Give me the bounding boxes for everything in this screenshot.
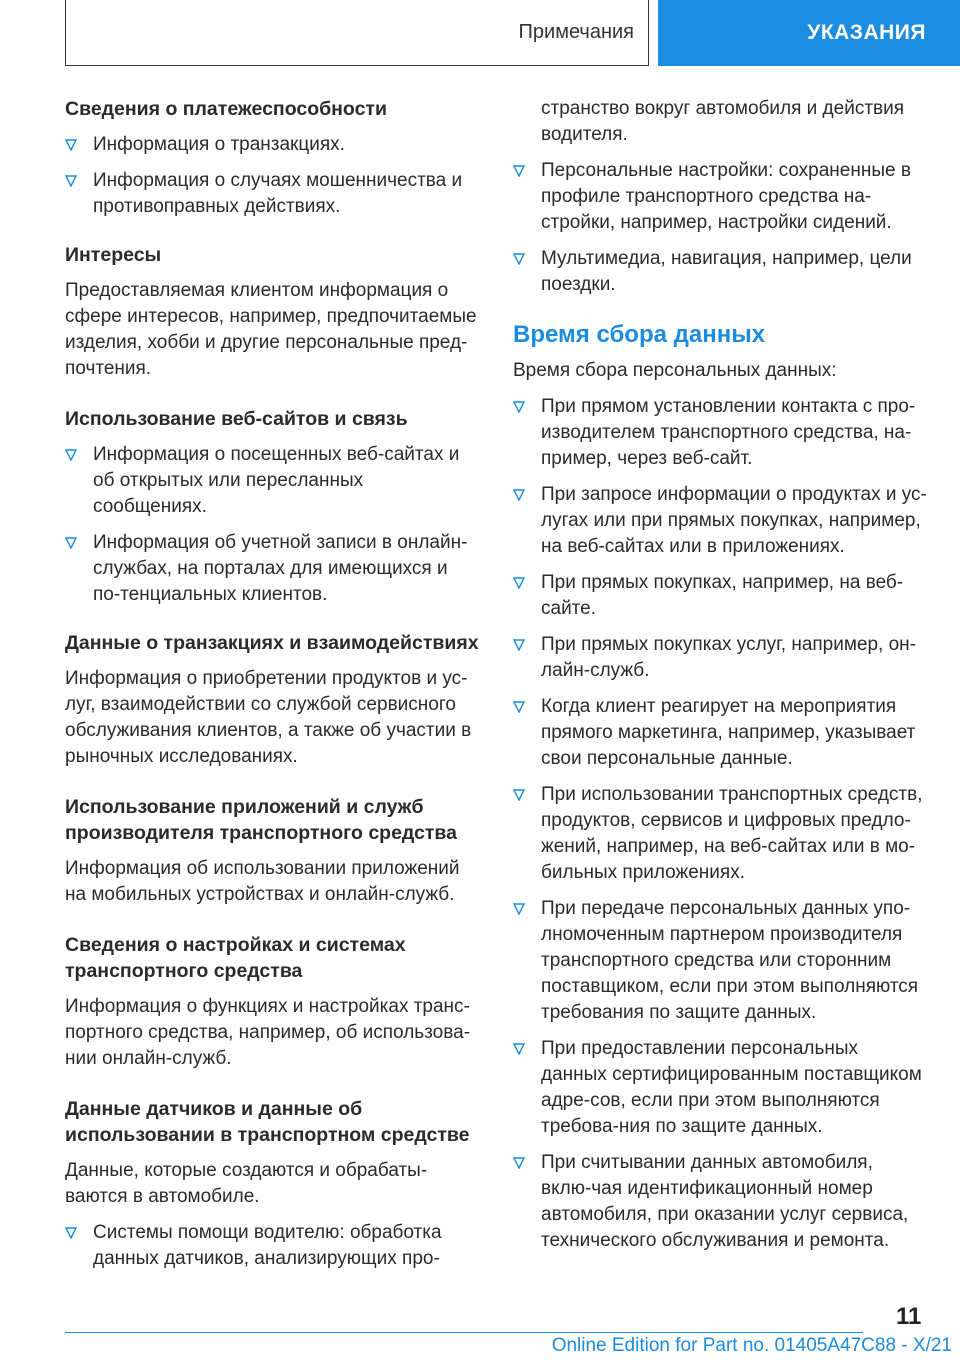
list-collection-times [513,394,928,1254]
page-number: 11 [896,1303,922,1330]
list-item-text: Когда клиент реагирует на мероприятия прямого маркетинга, например, указывает свои персональные данные. [541,696,916,769]
triangle-bullet-icon [513,1157,525,1169]
triangle-bullet-icon [513,165,525,177]
list-item-text: При запросе информации о продуктах и ус-лугах или при прямых покупках, например, на веб-сайтах или в приложениях. [541,484,927,557]
left-column [65,96,480,1294]
list-item [65,1220,480,1272]
list-item-continuation: странство вокруг автомобиля и действия водителя. [541,98,905,145]
triangle-bullet-icon [513,489,525,501]
triangle-bullet-icon [65,449,77,461]
triangle-bullet-icon [513,253,525,265]
paragraph-transactions: Информация о приобретении продуктов и ус-луг, взаимодействии со службой сервисного обслуживания клиентов, а также об участии в рыночных исследованиях. [65,668,472,767]
section-title-transactions: Данные о транзакциях и взаимодействиях [65,632,479,654]
list-item-text: При использовании транспортных средств, продуктов, сервисов и цифровых предло-жений, например, на веб-сайтах или в мо-бильных приложениях. [541,784,923,883]
list-item [513,246,928,298]
list-item-text: Информация о транзакциях. [93,134,345,155]
list-personal-settings [513,158,928,298]
section-heading-collection-time: Время сбора данных [513,321,766,348]
tab-notes[interactable] [65,0,649,66]
triangle-bullet-icon [65,537,77,549]
list-item-text: Персональные настройки: сохраненные в профиле транспортного средства на-стройки, например, настройки сидений. [541,160,911,233]
section-title-apps-services: Использование приложений и служб производителя транспортного средства [65,796,458,844]
triangle-bullet-icon [513,401,525,413]
list-item [513,394,928,472]
list-item [513,694,928,772]
page-header [0,0,960,66]
list-web-usage [65,442,480,608]
triangle-bullet-icon [513,639,525,651]
list-item-text: Мультимедиа, навигация, например, цели поездки. [541,248,912,295]
list-item-text: Информация о посещенных веб-сайтах и об открытых или пересланных сообщениях. [93,444,460,517]
list-item-text: Информация о случаях мошенничества и противоправных действиях. [93,170,463,217]
list-item [513,570,928,622]
paragraph-interests: Предоставляемая клиентом информация о сфере интересов, например, предпочитаемые изделия, хобби и другие персональные пред-почтения. [65,280,477,379]
section-title-creditworthiness: Сведения о платежеспособности [65,98,387,120]
triangle-bullet-icon [513,903,525,915]
right-column [513,96,928,1276]
list-item [65,530,480,608]
list-item [513,896,928,1026]
list-item-text: При прямом установлении контакта с про-изводителем транспортного средства, на-пример, через веб-сайт. [541,396,916,469]
list-item [513,1036,928,1140]
tab-instructions-label: УКАЗАНИЯ [807,21,926,44]
footer-edition: Online Edition for Part no. 01405A47C88 - X/21 [551,1335,952,1356]
paragraph-vehicle-settings: Информация о функциях и настройках транс-портного средства, например, об использова-нии онлайн-служб. [65,996,471,1069]
paragraph-apps-services: Информация об использовании приложений на мобильных устройствах и онлайн-служб. [65,858,460,905]
triangle-bullet-icon [513,789,525,801]
footer-divider [65,1332,863,1333]
list-item [513,158,928,236]
list-item-text: При прямых покупках услуг, например, он-лайн-служб. [541,634,916,681]
section-title-interests: Интересы [65,244,162,266]
list-sensor-data [65,1220,480,1272]
triangle-bullet-icon [65,139,77,151]
section-title-vehicle-settings: Сведения о настройках и системах транспортного средства [65,934,406,982]
list-item [513,782,928,886]
tab-notes-label: Примечания [518,21,634,43]
list-item-text: При прямых покупках, например, на веб-сайте. [541,572,904,619]
triangle-bullet-icon [65,175,77,187]
triangle-bullet-icon [513,1043,525,1055]
list-item-text: Информация об учетной записи в онлайн-службах, на порталах для имеющихся и по-тенциальных клиентов. [93,532,468,605]
tab-instructions-active[interactable] [658,0,960,66]
list-item [513,632,928,684]
triangle-bullet-icon [513,577,525,589]
triangle-bullet-icon [65,1227,77,1239]
list-item [513,482,928,560]
list-item [513,1150,928,1254]
list-item-text: Системы помощи водителю: обработка данных датчиков, анализирующих про- [93,1222,442,1269]
list-creditworthiness [65,132,480,220]
paragraph-sensor-data: Данные, которые создаются и обрабаты-ваются в автомобиле. [65,1160,428,1207]
list-item [65,132,480,158]
list-item-text: При передаче персональных данных упо-лномоченным партнером производителя транспортного средства или сторонним поставщиком, если при этом выполняются требования по защите данных. [541,898,919,1023]
section-title-web-usage: Использование веб-сайтов и связь [65,408,408,430]
list-item-text: При предоставлении персональных данных сертифицированным поставщиком адре-сов, если при этом выполняются требова-ния по защите данных. [541,1038,922,1137]
list-item-text: При считывании данных автомобиля, вклю-чая идентификационный номер автомобиля, при оказании услуг сервиса, технического обслуживания и ремонта. [541,1152,909,1251]
section-title-sensor-data: Данные датчиков и данные об использовании в транспортном средстве [65,1098,470,1146]
list-item [65,168,480,220]
triangle-bullet-icon [513,701,525,713]
list-item [65,442,480,520]
paragraph-collection-intro: Время сбора персональных данных: [513,360,837,381]
